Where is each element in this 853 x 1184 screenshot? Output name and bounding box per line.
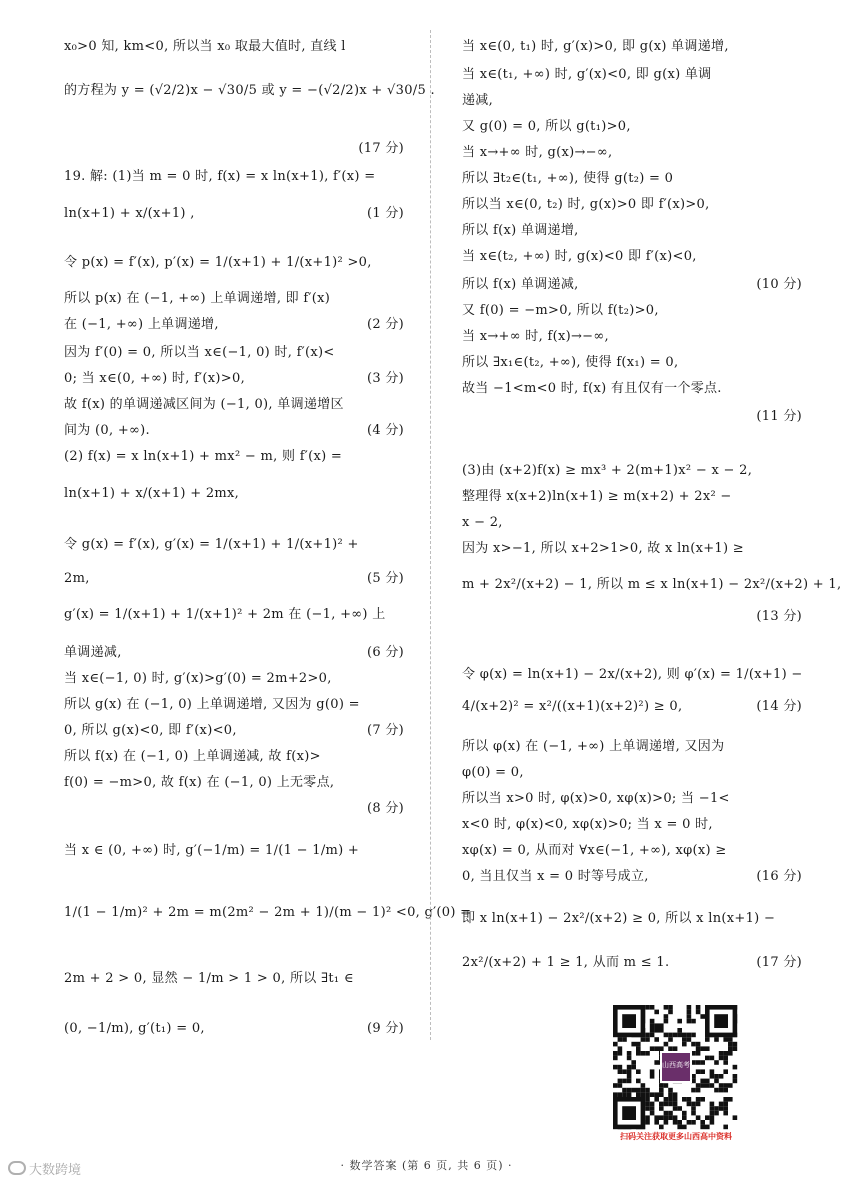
- solution-line: [462, 408, 802, 426]
- score-marker: (10 分): [756, 277, 802, 292]
- solution-line: [64, 448, 404, 466]
- solution-line: [64, 485, 404, 503]
- page-footer: · 数学答案 (第 6 页, 共 6 页) ·: [340, 1159, 513, 1172]
- solution-line-text: 所以当 x>0 时, φ(x)>0, xφ(x)>0; 当 −1<: [462, 791, 730, 806]
- solution-line-text: 即 x ln(x+1) − 2x²/(x+2) ≥ 0, 所以 x ln(x+1) −: [462, 911, 776, 926]
- solution-line: [64, 290, 404, 308]
- solution-line: [462, 66, 802, 84]
- solution-line-text: 0; 当 x∈(0, +∞) 时, f′(x)>0,: [64, 371, 246, 386]
- solution-line: [462, 170, 802, 188]
- solution-line: [64, 644, 404, 662]
- solution-line-text: 令 p(x) = f′(x), p′(x) = 1/(x+1) + 1/(x+1)² >0,: [64, 255, 372, 270]
- solution-line: [64, 254, 404, 272]
- solution-line: [462, 954, 802, 972]
- solution-line-text: (2) f(x) = x ln(x+1) + mx² − m, 则 f′(x) =: [64, 449, 343, 464]
- solution-line: [462, 276, 802, 294]
- solution-line: [462, 698, 802, 716]
- solution-line: [462, 790, 802, 808]
- solution-line: [462, 910, 802, 928]
- solution-line-text: x₀>0 知, km<0, 所以当 x₀ 取最大值时, 直线 l: [64, 39, 346, 54]
- solution-line: [462, 488, 802, 506]
- solution-line-text: 所以 ∃t₂∈(t₁, +∞), 使得 g(t₂) = 0: [462, 171, 674, 186]
- solution-line: [462, 380, 802, 398]
- solution-line: [462, 222, 802, 240]
- solution-line: [462, 144, 802, 162]
- solution-line: [64, 344, 404, 362]
- solution-line-text: 2x²/(x+2) + 1 ≥ 1, 从而 m ≤ 1.: [462, 955, 670, 970]
- solution-line: [462, 842, 802, 860]
- solution-line: [64, 38, 404, 56]
- solution-line-text: 当 x∈(−1, 0) 时, g′(x)>g′(0) = 2m+2>0,: [64, 671, 332, 686]
- solution-line-text: 单调递减,: [64, 645, 122, 660]
- solution-line-text: 令 g(x) = f′(x), g′(x) = 1/(x+1) + 1/(x+1)² +: [64, 537, 359, 552]
- score-marker: (14 分): [756, 699, 802, 714]
- solution-line-text: ln(x+1) + x/(x+1) ,: [64, 206, 195, 221]
- solution-line-text: 1/(1 − 1/m)² + 2m = m(2m² − 2m + 1)/(m − 1)² <0, g′(0) =: [64, 905, 472, 920]
- solution-line-text: 当 x ∈ (0, +∞) 时, g′(−1/m) = 1/(1 − 1/m) +: [64, 843, 360, 858]
- score-marker: (6 分): [366, 645, 404, 660]
- solution-line-text: (0, −1/m), g′(t₁) = 0,: [64, 1021, 205, 1036]
- solution-line-text: x − 2,: [462, 515, 503, 530]
- score-marker: (8 分): [366, 801, 404, 816]
- solution-line-text: 又 g(0) = 0, 所以 g(t₁)>0,: [462, 119, 631, 134]
- solution-line: [462, 196, 802, 214]
- score-marker: (1 分): [366, 206, 404, 221]
- score-marker: (2 分): [366, 317, 404, 332]
- solution-line-text: 所以 g(x) 在 (−1, 0) 上单调递增, 又因为 g(0) =: [64, 697, 360, 712]
- solution-line: [462, 462, 802, 480]
- solution-line: [64, 536, 404, 554]
- score-marker: (16 分): [756, 869, 802, 884]
- solution-line: [64, 422, 404, 440]
- solution-line-text: 的方程为 y = (√2/2)x − √30/5 或 y = −(√2/2)x + √30/5 .: [64, 83, 435, 98]
- solution-line: [64, 748, 404, 766]
- solution-line-text: 所以 f(x) 在 (−1, 0) 上单调递减, 故 f(x)>: [64, 749, 321, 764]
- solution-line: [64, 842, 404, 860]
- score-marker: (17 分): [358, 141, 404, 156]
- solution-line: [462, 608, 802, 626]
- solution-line-text: 0, 当且仅当 x = 0 时等号成立,: [462, 869, 649, 884]
- solution-line: [462, 816, 802, 834]
- solution-line-text: 2m,: [64, 571, 90, 586]
- qr-logo-label: 山西高考: [662, 1061, 690, 1069]
- solution-line: [64, 82, 435, 100]
- solution-line-text: 4/(x+2)² = x²/((x+1)(x+2)²) ≥ 0,: [462, 699, 683, 714]
- solution-line-text: 所以 ∃x₁∈(t₂, +∞), 使得 f(x₁) = 0,: [462, 355, 679, 370]
- solution-line-text: m + 2x²/(x+2) − 1, 所以 m ≤ x ln(x+1) − 2x²/(x+2) + 1,: [462, 577, 842, 592]
- score-marker: (9 分): [366, 1021, 404, 1036]
- score-marker: (13 分): [756, 609, 802, 624]
- solution-line: [64, 168, 404, 186]
- solution-line-text: 所以 f(x) 单调递增,: [462, 223, 579, 238]
- solution-line: [462, 38, 802, 56]
- solution-line-text: 所以 p(x) 在 (−1, +∞) 上单调递增, 即 f′(x): [64, 291, 331, 306]
- solution-line-text: 在 (−1, +∞) 上单调递增,: [64, 317, 219, 332]
- solution-line: [462, 514, 802, 532]
- qr-code: [607, 1004, 745, 1130]
- solution-line-text: φ(0) = 0,: [462, 765, 524, 780]
- solution-line: [64, 606, 404, 624]
- solution-line-text: 当 x→+∞ 时, f(x)→−∞,: [462, 329, 609, 344]
- solution-line: [462, 868, 802, 886]
- solution-line: [64, 800, 404, 818]
- solution-line: [64, 140, 404, 158]
- watermark: [8, 1159, 81, 1178]
- qr-code-image: [607, 1004, 745, 1130]
- solution-line: [462, 118, 802, 136]
- solution-line-text: ln(x+1) + x/(x+1) + 2mx,: [64, 486, 240, 501]
- qr-caption: 扫码关注获取更多山西高中资料: [620, 1132, 732, 1141]
- solution-line-text: (3)由 (x+2)f(x) ≥ mx³ + 2(m+1)x² − x − 2,: [462, 463, 753, 478]
- solution-line: [462, 328, 802, 346]
- solution-line: [462, 302, 802, 320]
- solution-line: [462, 248, 802, 266]
- watermark-text: 大数跨境: [29, 1163, 82, 1178]
- solution-line: [462, 764, 802, 782]
- solution-line: [462, 540, 802, 558]
- solution-line-text: 当 x∈(t₂, +∞) 时, g(x)<0 即 f′(x)<0,: [462, 249, 697, 264]
- solution-line-text: 0, 所以 g(x)<0, 即 f′(x)<0,: [64, 723, 237, 738]
- solution-line-text: 所以 f(x) 单调递减,: [462, 277, 579, 292]
- solution-line: [64, 370, 404, 388]
- solution-line-text: 所以 φ(x) 在 (−1, +∞) 上单调递增, 又因为: [462, 739, 725, 754]
- solution-line-text: x<0 时, φ(x)<0, xφ(x)>0; 当 x = 0 时,: [462, 817, 713, 832]
- score-marker: (11 分): [756, 409, 802, 424]
- solution-line: [462, 576, 842, 594]
- solution-line-text: 当 x∈(0, t₁) 时, g′(x)>0, 即 g(x) 单调递增,: [462, 39, 729, 54]
- solution-line-text: 故当 −1<m<0 时, f(x) 有且仅有一个零点.: [462, 381, 722, 396]
- solution-line: [462, 92, 802, 110]
- solution-line-text: 19. 解: (1)当 m = 0 时, f(x) = x ln(x+1), f′(x) =: [64, 169, 376, 184]
- solution-line: [64, 970, 404, 988]
- solution-line-text: f(0) = −m>0, 故 f(x) 在 (−1, 0) 上无零点,: [64, 775, 335, 790]
- solution-line-text: 因为 x>−1, 所以 x+2>1>0, 故 x ln(x+1) ≥: [462, 541, 744, 556]
- column-divider: [430, 30, 431, 1040]
- solution-line: [64, 316, 404, 334]
- solution-line-text: 又 f(0) = −m>0, 所以 f(t₂)>0,: [462, 303, 659, 318]
- solution-line-text: 当 x∈(t₁, +∞) 时, g′(x)<0, 即 g(x) 单调: [462, 67, 712, 82]
- solution-line: [64, 774, 404, 792]
- solution-line: [462, 738, 802, 756]
- solution-line-text: 因为 f′(0) = 0, 所以当 x∈(−1, 0) 时, f′(x)<: [64, 345, 335, 360]
- solution-line-text: 所以当 x∈(0, t₂) 时, g(x)>0 即 f′(x)>0,: [462, 197, 710, 212]
- solution-line-text: xφ(x) = 0, 从而对 ∀x∈(−1, +∞), xφ(x) ≥: [462, 843, 727, 858]
- score-marker: (3 分): [366, 371, 404, 386]
- solution-line-text: 2m + 2 > 0, 显然 − 1/m > 1 > 0, 所以 ∃t₁ ∈: [64, 971, 354, 986]
- score-marker: (7 分): [366, 723, 404, 738]
- score-marker: (5 分): [366, 571, 404, 586]
- solution-line: [64, 722, 404, 740]
- score-marker: (4 分): [366, 423, 404, 438]
- solution-line-text: 递减,: [462, 93, 494, 108]
- solution-line: [64, 1020, 404, 1038]
- solution-line: [64, 205, 404, 223]
- solution-line-text: 整理得 x(x+2)ln(x+1) ≥ m(x+2) + 2x² −: [462, 489, 732, 504]
- solution-line: [462, 354, 802, 372]
- watermark-logo-icon: [8, 1161, 26, 1175]
- solution-line-text: g′(x) = 1/(x+1) + 1/(x+1)² + 2m 在 (−1, +∞) 上: [64, 607, 386, 622]
- solution-line-text: 故 f(x) 的单调递减区间为 (−1, 0), 单调递增区: [64, 397, 344, 412]
- solution-line: [64, 396, 404, 414]
- solution-line-text: 令 φ(x) = ln(x+1) − 2x/(x+2), 则 φ′(x) = 1/(x+1) −: [462, 667, 803, 682]
- score-marker: (17 分): [756, 955, 802, 970]
- solution-line-text: 当 x→+∞ 时, g(x)→−∞,: [462, 145, 613, 160]
- solution-line-text: 间为 (0, +∞).: [64, 423, 150, 438]
- solution-line: [64, 570, 404, 588]
- solution-line: [64, 670, 404, 688]
- solution-line: [64, 696, 404, 714]
- solution-line: [462, 666, 802, 684]
- solution-line: [64, 904, 472, 922]
